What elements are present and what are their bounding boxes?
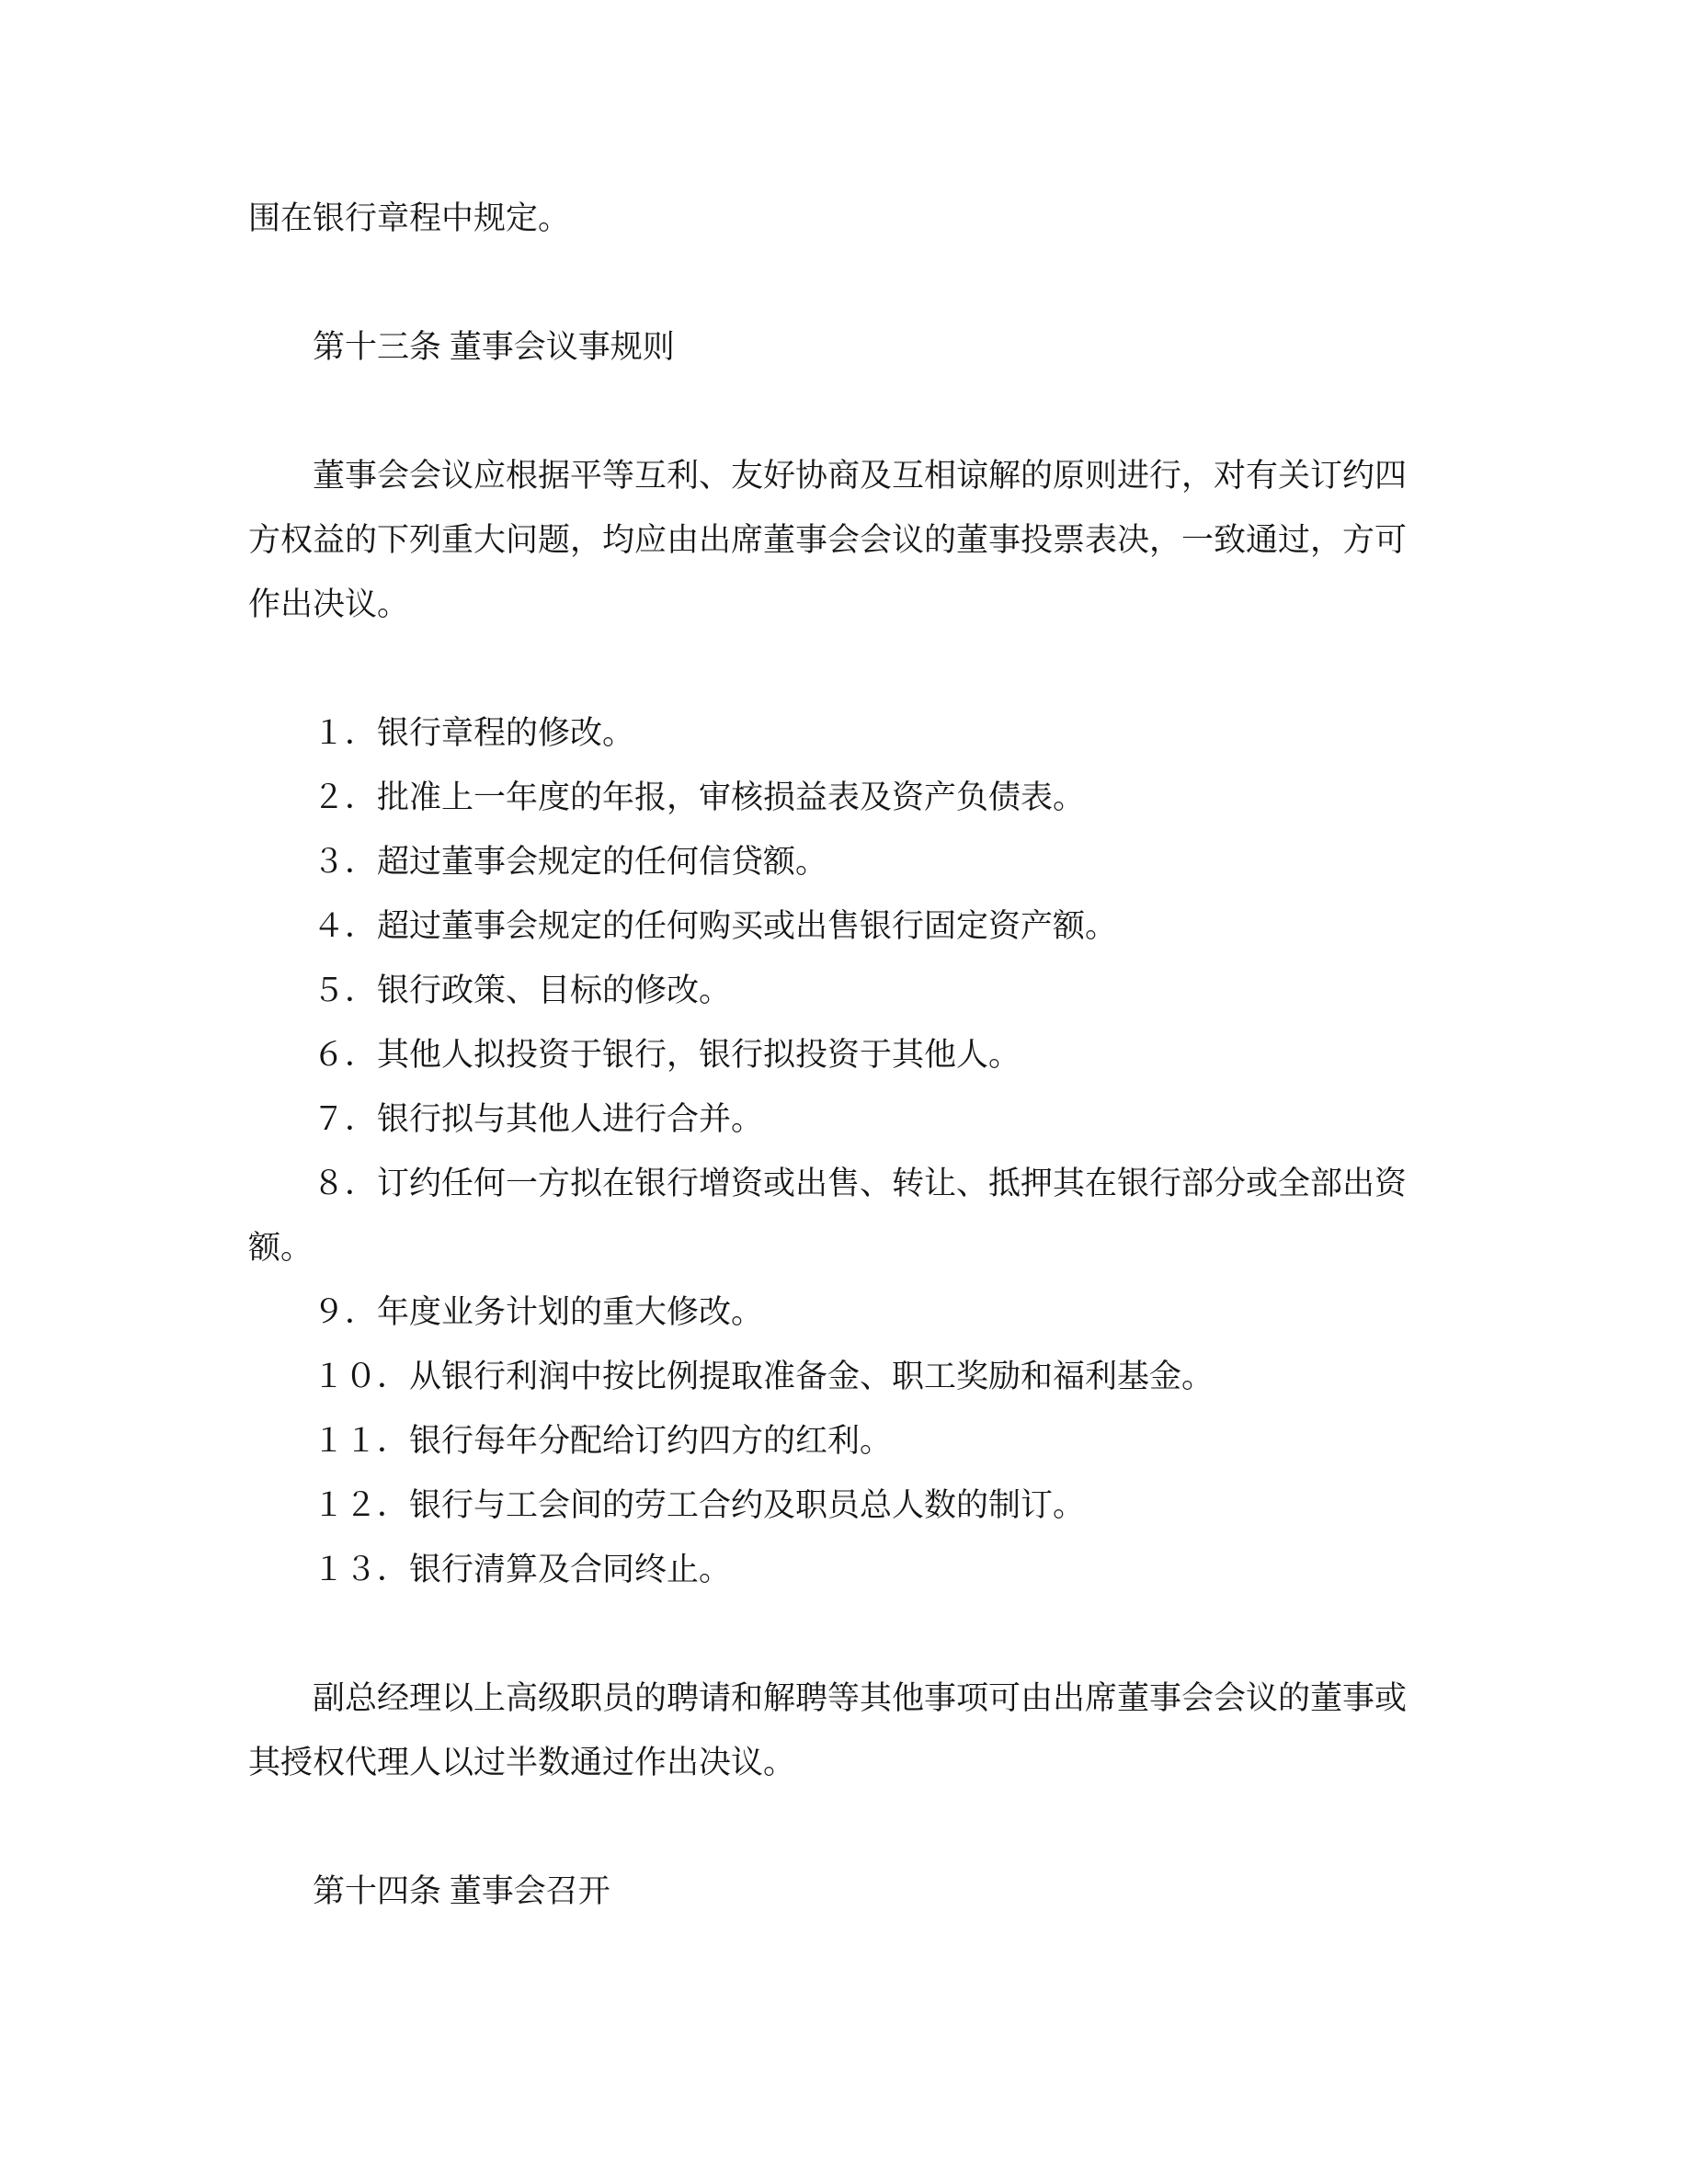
article-heading-1: 第十三条 董事会议事规则 [313, 329, 675, 365]
paragraph-2: 副总经理以上高级职员的聘请和解聘等其他事项可由出席董事会会议的董事或其授权代理人以过半数通过作出决议。 [248, 1680, 1408, 1780]
list-item-3: ３．超过董事会规定的任何信贷额。 [313, 844, 828, 880]
document-text-column [248, 187, 1409, 1924]
list-item-11: １１．银行每年分配给订约四方的红利。 [313, 1423, 893, 1459]
list-item-13: １３．银行清算及合同终止。 [313, 1552, 732, 1587]
list-item-2: ２．批准上一年度的年报，审核损益表及资产负债表。 [313, 779, 1086, 815]
list-item-8: ８．订约任何一方拟在银行增资或出售、转让、抵押其在银行部分或全部出资额。 [248, 1166, 1408, 1266]
list-item-7: ７．银行拟与其他人进行合并。 [313, 1101, 764, 1137]
list-item-4: ４．超过董事会规定的任何购买或出售银行固定资产额。 [313, 908, 1118, 944]
list-item-5: ５．银行政策、目标的修改。 [313, 973, 732, 1008]
list-item-1: １．银行章程的修改。 [313, 715, 635, 751]
list-item-10: １０．从银行利润中按比例提取准备金、职工奖励和福利基金。 [313, 1359, 1215, 1394]
paragraph-1: 董事会会议应根据平等互利、友好协商及互相谅解的原则进行，对有关订约四方权益的下列重大问题，均应由出席董事会会议的董事投票表决，一致通过，方可作出决议。 [248, 458, 1408, 622]
article-heading-2: 第十四条 董事会召开 [313, 1873, 610, 1909]
list-item-9: ９．年度业务计划的重大修改。 [313, 1294, 764, 1330]
list-item-6: ６．其他人拟投资于银行，银行拟投资于其他人。 [313, 1037, 1021, 1073]
continuation-line: 围在银行章程中规定。 [248, 200, 571, 236]
list-item-12: １２．银行与工会间的劳工合约及职员总人数的制订。 [313, 1487, 1086, 1523]
